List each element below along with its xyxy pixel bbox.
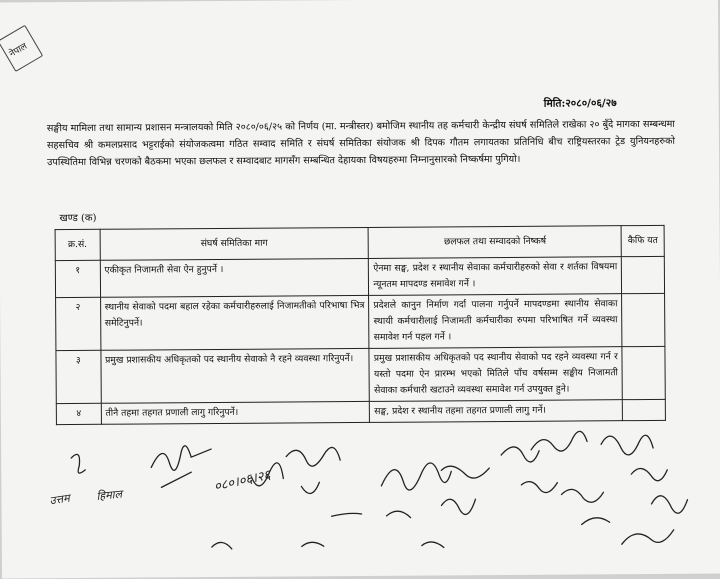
office-stamp: नेपाल (0, 25, 43, 72)
row-result: प्रदेशले कानुन निर्माण गर्दा पालना गर्नुपर्ने मापदण्डमा स्थानीय सेवाका स्थायी कर्मचारीलाई निजामती कर्मचारीका रुपमा परिभाषित गर्ने व्यवस्था समावेश गर्न पहल गर्ने । (369, 294, 622, 349)
signature-date: ०८०।०६।२६ (212, 467, 272, 495)
row-remark (623, 399, 666, 420)
signature-text-b: हिमाल (95, 487, 123, 503)
row-demand: एकीकृत निजामती सेवा ऐन हुनुपर्ने । (100, 258, 369, 297)
col-remark-header: कैफि यत (621, 225, 664, 256)
row-demand: स्थानीय सेवाको पदमा बहाल रहेका कर्मचारीहरुलाई निजामतीको परिभाषा भित्र समेटिनुपर्ने। (100, 295, 369, 350)
table-row (56, 346, 665, 403)
intro-paragraph: सङ्घीय मामिला तथा सामान्य प्रशासन मन्त्रालयको मिति २०८०/०६/२५ को निर्णय (मा. मन्त्रीस्तर) बमोजिम स्थानीय तह कर्मचारी केन्द्रीय संघर्ष समितिले राखेका २० बुँदे मागका सम्बन्धमा सहसचिव श्री कमलप्रसाद भट्टराईको संयोजकत्वमा गठित सम्वाद समिति र संघर्ष समितिका संयोजक श्री दिपक गौतम लगायतका प्रतिनिधि बीच राष्ट्रियस्तरका ट्रेड युनियनहरुको उपस्थितिमा विभिन्न चरणको बैठकमा भएका छलफल र सम्वादबाट मागसँग सम्बन्धित देहायका विषयहरुमा निम्नानुसारको निष्कर्षमा पुगियो। (46, 118, 676, 169)
row-result: ऐनमा सङ्घ, प्रदेश र स्थानीय सेवाका कर्मचारीहरुको सेवा र शर्तका विषयमा न्यूनतम मापदण्ड समावेश गर्ने । (369, 257, 622, 296)
table-header-row (55, 225, 664, 260)
section-label: खण्ड (क) (59, 212, 97, 225)
row-sn: ३ (56, 350, 101, 403)
table-row (56, 399, 665, 424)
document-date: मिति:२०८०/०६/२७ (543, 97, 617, 110)
row-remark (622, 256, 665, 293)
signature-text-a: उत्तम (48, 491, 71, 508)
row-sn: ४ (56, 403, 101, 424)
signatures-scribbles (1, 423, 720, 578)
col-demand-header: संघर्ष समितिका माग (100, 227, 369, 260)
row-sn: १ (55, 260, 100, 297)
row-result: सङ्घ, प्रदेश र स्थानीय तहमा तहगत प्रणाली लागु गर्ने। (370, 400, 623, 423)
decision-table (55, 225, 666, 425)
row-result: प्रमुख प्रशासकीय अधिकृतको पद स्थानीय सेवाको पद रहने व्यवस्था गर्न र यस्तो पदमा ऐन प्रारम्भ भएको मितिले पाँच वर्षसम्म सङ्घीय निजामती सेवाका कर्मचारी खटाउने व्यवस्था समावेश गर्न उपयुक्त हुने। (369, 347, 622, 402)
row-remark (622, 293, 665, 346)
row-demand: प्रमुख प्रशासकीय अधिकृतको पद स्थानीय सेवाको नै रहने व्यवस्था गरिनुपर्ने। (101, 348, 370, 403)
row-demand: तीनै तहमा तहगत प्रणाली लागु गरिनुपर्ने। (101, 401, 370, 424)
table-row (55, 256, 664, 297)
col-sn-header: क्र.सं. (55, 229, 100, 260)
row-remark (622, 346, 665, 399)
table-row (56, 293, 665, 350)
col-result-header: छलफल तथा सम्वादको निष्कर्ष (368, 226, 621, 259)
row-sn: २ (56, 297, 101, 350)
